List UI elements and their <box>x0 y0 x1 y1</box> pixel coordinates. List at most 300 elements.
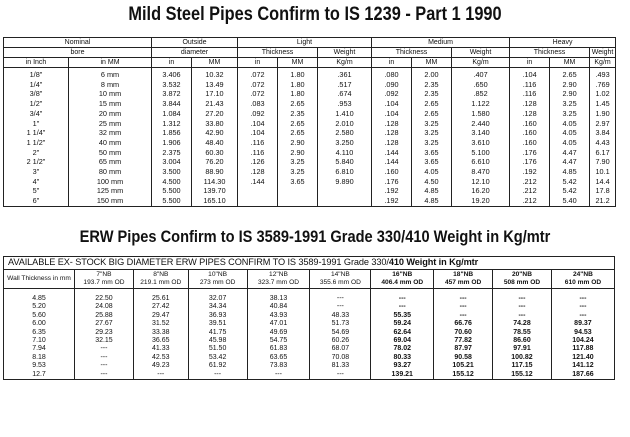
od-label: 355.6 mm OD <box>319 279 361 286</box>
erw-pipes-table <box>3 256 615 380</box>
cell-value: .212 <box>522 196 537 206</box>
cell-value: 114.30 <box>203 176 226 186</box>
cell-value: 3.25 <box>290 157 305 167</box>
cell-value: 33.80 <box>205 118 224 128</box>
cell-value: 74.28 <box>513 320 531 328</box>
cell-value: .072 <box>250 70 265 79</box>
cell-value: 51.73 <box>331 320 350 328</box>
cell-value: 3.25 <box>424 118 439 128</box>
cell-value: 4.85 <box>562 167 577 177</box>
cell-value: .104 <box>250 128 265 138</box>
cell-value: 139.21 <box>391 370 413 378</box>
cell-value: 10 mm <box>98 89 122 99</box>
cell-value: 4.85 <box>424 196 439 206</box>
table1-body-row <box>4 68 616 207</box>
cell-value: .128 <box>522 108 537 118</box>
cell-value: 1.02 <box>595 89 610 99</box>
cell-value: 2.90 <box>562 79 577 89</box>
unit-header: in <box>372 58 412 68</box>
od-label: 406.4 mm OD <box>381 279 424 286</box>
light-mm-column <box>278 68 318 207</box>
cell-value: 16.20 <box>471 186 490 196</box>
cell-value: 32.15 <box>95 337 113 345</box>
cell-value: 73.83 <box>269 362 288 370</box>
cell-value: 3.25 <box>424 128 439 138</box>
cell-value: 4.43 <box>595 137 610 147</box>
cell-value: 139.70 <box>203 186 226 196</box>
heavy-group-header: Heavy <box>510 38 616 48</box>
cell-value: --- <box>100 345 108 353</box>
unit-header: MM <box>550 58 590 68</box>
cell-value: 29.23 <box>95 328 113 336</box>
cell-value: .128 <box>384 128 399 138</box>
cell-value: 3.500 <box>162 167 181 177</box>
cell-value: 1/4" <box>29 79 43 89</box>
cell-value: .160 <box>384 167 399 177</box>
cell-value: --- <box>518 295 526 302</box>
cell-value: 12.10 <box>471 176 490 186</box>
erw-weight-column <box>493 289 552 380</box>
cell-value: 2.65 <box>290 99 305 109</box>
cell-value: .092 <box>250 108 265 118</box>
cell-value: 6.610 <box>471 157 490 167</box>
cell-value: 1/2" <box>29 99 43 109</box>
cell-value: .650 <box>473 79 488 89</box>
cell-value: 21.2 <box>595 196 610 206</box>
cell-value: 1/8" <box>29 70 43 79</box>
cell-value: --- <box>579 303 587 311</box>
cell-value: 6.810 <box>335 167 354 177</box>
cell-value: 6.35 <box>32 328 46 336</box>
cell-value: 100.82 <box>511 353 533 361</box>
cell-value: 4.500 <box>162 176 181 186</box>
cell-value: 4.05 <box>562 137 577 147</box>
cell-value: .674 <box>337 89 352 99</box>
nb-label: 18"NB <box>453 271 474 278</box>
cell-value: 9.890 <box>335 176 354 186</box>
cell-value: 42.53 <box>152 353 170 361</box>
inch-column <box>4 68 69 207</box>
cell-value: 4" <box>32 176 40 186</box>
cell-value: 3.872 <box>162 89 181 99</box>
light-kg-column <box>318 68 372 207</box>
cell-value: .160 <box>522 118 537 128</box>
erw-size-header <box>310 270 371 289</box>
cell-value: .092 <box>384 89 399 99</box>
cell-value: 104.24 <box>572 337 594 345</box>
cell-value: 43.93 <box>269 311 288 319</box>
unit-header: MM <box>192 58 238 68</box>
cell-value: 10.1 <box>595 167 610 177</box>
heavy-kg-column <box>590 68 616 207</box>
cell-value: 3.84 <box>595 128 610 138</box>
cell-value: 90.58 <box>454 353 472 361</box>
cell-value: .176 <box>522 147 537 157</box>
cell-value: 38.13 <box>269 295 288 302</box>
unit-header: in <box>510 58 550 68</box>
cell-value: 6 mm <box>100 70 120 79</box>
cell-value: 1" <box>32 118 40 128</box>
cell-value: 141.12 <box>572 362 594 370</box>
cell-value: 7.90 <box>595 157 610 167</box>
cell-value: 87.97 <box>454 345 472 353</box>
erw-size-header <box>551 270 614 289</box>
cell-value: 187.66 <box>572 370 594 378</box>
cell-value <box>238 196 277 206</box>
cell-value: 2.35 <box>290 108 305 118</box>
cell-value: 5.100 <box>471 147 490 157</box>
cell-value: .160 <box>522 128 537 138</box>
unit-header: Kg/m <box>452 58 510 68</box>
cell-value: 4.05 <box>562 128 577 138</box>
cell-value: 5" <box>32 186 40 196</box>
cell-value <box>318 186 371 196</box>
cell-value: 1.122 <box>471 99 490 109</box>
cell-value: 81.33 <box>331 362 350 370</box>
cell-value: 76.20 <box>205 157 224 167</box>
erw-size-header <box>247 270 310 289</box>
cell-value: 2.90 <box>290 147 305 157</box>
cell-value: 60.30 <box>205 147 224 157</box>
cell-value: .176 <box>384 176 399 186</box>
cell-value: 49.69 <box>269 328 288 336</box>
cell-value: 1 1/2" <box>26 137 46 147</box>
cell-value: 8 mm <box>100 79 120 89</box>
heavy-thickness-header: Thickness <box>510 48 590 58</box>
od-inch-column <box>152 68 192 207</box>
erw-banner-row <box>4 257 615 270</box>
cell-value: --- <box>100 362 108 370</box>
cell-value: 27.20 <box>205 108 224 118</box>
unit-header: Kg/m <box>590 58 616 68</box>
unit-header: in MM <box>69 58 152 68</box>
cell-value: .104 <box>384 99 399 109</box>
cell-value: .128 <box>384 118 399 128</box>
cell-value: 62.64 <box>393 328 412 336</box>
cell-value: 1.90 <box>595 108 610 118</box>
cell-value: 10.32 <box>205 70 224 79</box>
cell-value: .072 <box>250 89 265 99</box>
cell-value: 3.610 <box>471 137 490 147</box>
cell-value: 78.55 <box>513 328 531 336</box>
unit-header: MM <box>412 58 452 68</box>
mild-steel-pipes-table <box>3 37 616 207</box>
cell-value: 3.25 <box>290 167 305 177</box>
cell-value: 41.33 <box>152 345 170 353</box>
unit-header: in <box>238 58 278 68</box>
medium-group-header: Medium <box>372 38 510 48</box>
cell-value: --- <box>336 295 344 302</box>
cell-value: 4.50 <box>424 176 439 186</box>
cell-value: --- <box>459 295 467 302</box>
cell-value: 19.20 <box>471 196 490 206</box>
nb-label: 20"NB <box>511 271 532 278</box>
cell-value: 70.08 <box>331 353 350 361</box>
cell-value: .852 <box>473 89 488 99</box>
cell-value: 20 mm <box>98 108 122 118</box>
cell-value: 5.42 <box>562 186 577 196</box>
cell-value: .192 <box>384 196 399 206</box>
cell-value: --- <box>100 370 108 378</box>
cell-value: 45.98 <box>208 337 227 345</box>
cell-value: 2" <box>32 147 40 157</box>
cell-value: .769 <box>595 79 610 89</box>
nb-label: 16"NB <box>392 271 413 278</box>
table1-group-header-row <box>4 38 616 48</box>
cell-value <box>238 186 277 196</box>
medium-mm-column <box>412 68 452 207</box>
cell-value: 1.856 <box>162 128 181 138</box>
cell-value: --- <box>518 303 526 311</box>
cell-value: 63.65 <box>269 353 288 361</box>
cell-value: .192 <box>522 167 537 177</box>
cell-value: 4.110 <box>335 147 354 157</box>
cell-value: 2.00 <box>424 70 439 79</box>
cell-value: --- <box>579 311 587 319</box>
cell-value: 15 mm <box>98 99 122 109</box>
cell-value: 3.65 <box>424 157 439 167</box>
cell-value: 24.08 <box>95 303 113 311</box>
cell-value: .160 <box>522 137 537 147</box>
cell-value: 3/4" <box>29 108 43 118</box>
cell-value: 5.500 <box>162 186 181 196</box>
cell-value: 77.82 <box>454 337 472 345</box>
cell-value: 97.91 <box>513 345 531 353</box>
cell-value: --- <box>336 370 344 378</box>
cell-value: 2.65 <box>562 70 577 79</box>
erw-weight-column <box>551 289 614 380</box>
cell-value <box>318 196 371 206</box>
cell-value: .128 <box>384 137 399 147</box>
cell-value: 61.83 <box>269 345 288 353</box>
cell-value: .116 <box>250 137 265 147</box>
erw-weight-column <box>371 289 434 380</box>
cell-value: 2.65 <box>290 128 305 138</box>
cell-value: .361 <box>337 70 352 79</box>
nb-label: 24"NB <box>572 271 593 278</box>
cell-value: 27.42 <box>152 303 170 311</box>
cell-value: .126 <box>250 157 265 167</box>
erw-size-header <box>75 270 134 289</box>
cell-value: 17.10 <box>205 89 224 99</box>
cell-value: 105.21 <box>452 362 474 370</box>
cell-value: 93.27 <box>393 362 412 370</box>
cell-value: .493 <box>595 70 610 79</box>
cell-value: 5.60 <box>32 311 46 319</box>
wall-thickness-header: Wall Thickness in mm <box>4 270 75 289</box>
erw-weight-column <box>188 289 247 380</box>
cell-value: 100 mm <box>96 176 124 186</box>
cell-value: .116 <box>522 79 537 89</box>
cell-value: 150 mm <box>96 196 124 206</box>
cell-value: 1.410 <box>335 108 354 118</box>
cell-value: 5.840 <box>335 157 354 167</box>
cell-value: 17.8 <box>595 186 610 196</box>
outside-group-header: Outside <box>152 38 238 48</box>
cell-value: 2.375 <box>162 147 181 157</box>
cell-value: 1.80 <box>290 89 305 99</box>
heavy-mm-column <box>550 68 590 207</box>
cell-value: 89.37 <box>574 320 592 328</box>
cell-value: 36.65 <box>152 337 170 345</box>
cell-value: 42.90 <box>205 128 224 138</box>
nb-label: 12"NB <box>269 271 288 278</box>
nb-label: 10"NB <box>208 271 228 278</box>
cell-value: 3.25 <box>562 108 577 118</box>
cell-value: 5.42 <box>562 176 577 186</box>
cell-value: --- <box>518 311 526 319</box>
cell-value: --- <box>100 353 108 361</box>
cell-value: --- <box>214 370 222 378</box>
cell-value: 86.60 <box>513 337 531 345</box>
mm-column <box>69 68 152 207</box>
cell-value: 117.88 <box>572 345 594 353</box>
cell-value: 1.580 <box>471 108 490 118</box>
cell-value: .104 <box>250 118 265 128</box>
cell-value: 70.60 <box>454 328 472 336</box>
erw-weight-column <box>247 289 310 380</box>
od-mm-column <box>192 68 238 207</box>
cell-value: 2.65 <box>290 118 305 128</box>
cell-value: 34.34 <box>208 303 227 311</box>
od-label: 219.1 mm OD <box>140 279 182 286</box>
cell-value: 2.580 <box>335 128 354 138</box>
cell-value: .080 <box>384 70 399 79</box>
cell-value: 68.07 <box>331 345 350 353</box>
od-label: 323.7 mm OD <box>257 279 299 286</box>
cell-value: 165.10 <box>203 196 226 206</box>
cell-value: 48.40 <box>205 137 224 147</box>
cell-value: 78.02 <box>393 345 412 353</box>
cell-value: .090 <box>384 79 399 89</box>
cell-value <box>278 186 317 196</box>
cell-value: .104 <box>384 108 399 118</box>
erw-weight-column <box>310 289 371 380</box>
cell-value: 9.53 <box>32 362 46 370</box>
cell-value: --- <box>579 295 587 302</box>
cell-value: 2.65 <box>424 108 439 118</box>
cell-value <box>278 196 317 206</box>
medium-in-column <box>372 68 412 207</box>
cell-value: 50 mm <box>98 147 122 157</box>
cell-value: 4.85 <box>32 295 46 302</box>
cell-value: .144 <box>384 157 399 167</box>
erw-banner <box>4 257 615 270</box>
cell-value: 1.80 <box>290 79 305 89</box>
table2-title: ERW Pipes Confirm to IS 3589-1991 Grade 330/410 Weight in Kg/mtr <box>79 227 551 246</box>
unit-header: MM <box>278 58 318 68</box>
cell-value: 125 mm <box>96 186 124 196</box>
cell-value: 22.50 <box>95 295 113 302</box>
cell-value: --- <box>336 303 344 311</box>
wall-thickness-column <box>4 289 75 380</box>
unit-header: in <box>152 58 192 68</box>
banner-prefix: AVAILABLE EX- STOCK BIG DIAMETER ERW PIPES CONFIRM TO IS 3589-1991 Grade 330/ <box>8 257 389 268</box>
cell-value: 36.93 <box>208 311 227 319</box>
diameter-sub-header: diameter <box>152 48 238 58</box>
cell-value: 69.04 <box>393 337 412 345</box>
cell-value: 3/8" <box>29 89 43 99</box>
cell-value: 49.23 <box>152 362 170 370</box>
cell-value: .176 <box>522 157 537 167</box>
light-in-column <box>238 68 278 207</box>
cell-value: 5.500 <box>162 196 181 206</box>
cell-value: --- <box>157 370 165 378</box>
cell-value: 40.84 <box>269 303 288 311</box>
erw-size-header <box>371 270 434 289</box>
cell-value: .116 <box>522 89 537 99</box>
cell-value: 117.15 <box>511 362 533 370</box>
cell-value: 12.7 <box>32 370 46 378</box>
cell-value: 33.38 <box>152 328 170 336</box>
cell-value: --- <box>459 311 467 319</box>
cell-value: 1.45 <box>595 99 610 109</box>
cell-value: 53.42 <box>208 353 227 361</box>
light-weight-header: Weight <box>318 48 372 58</box>
cell-value: 1.084 <box>162 108 181 118</box>
cell-value: 51.50 <box>208 345 227 353</box>
cell-value: 39.51 <box>208 320 227 328</box>
cell-value: 2.35 <box>424 79 439 89</box>
cell-value: 3.250 <box>335 137 354 147</box>
cell-value: 6" <box>32 196 40 206</box>
table1-unit-header-row <box>4 58 616 68</box>
cell-value: 2.010 <box>335 118 354 128</box>
cell-value: 80 mm <box>98 167 122 177</box>
light-group-header: Light <box>238 38 372 48</box>
cell-value: 3.25 <box>562 99 577 109</box>
cell-value: 2.90 <box>562 89 577 99</box>
cell-value: 88.90 <box>205 167 224 177</box>
erw-weight-column <box>133 289 188 380</box>
cell-value: 7.10 <box>32 337 46 345</box>
cell-value: 8.470 <box>471 167 490 177</box>
od-label: 610 mm OD <box>564 279 602 286</box>
cell-value: 25.61 <box>152 295 170 302</box>
cell-value: 66.76 <box>454 320 472 328</box>
cell-value: .517 <box>337 79 352 89</box>
cell-value: 1.906 <box>162 137 181 147</box>
table1-title: Mild Steel Pipes Confirm to IS 1239 - Part 1 1990 <box>128 4 502 25</box>
cell-value: .212 <box>522 186 537 196</box>
cell-value: 3.65 <box>424 147 439 157</box>
cell-value: 4.85 <box>424 186 439 196</box>
cell-value: .144 <box>250 176 265 186</box>
cell-value: 3.140 <box>471 128 490 138</box>
cell-value: 3" <box>32 167 40 177</box>
erw-weight-column <box>75 289 134 380</box>
cell-value: 27.67 <box>95 320 113 328</box>
cell-value: 40 mm <box>98 137 122 147</box>
od-label: 457 mm OD <box>444 279 482 286</box>
cell-value: 3.406 <box>162 70 181 79</box>
cell-value: --- <box>398 303 406 311</box>
cell-value: 1 1/4" <box>26 128 46 138</box>
cell-value: .104 <box>522 70 537 79</box>
cell-value: 41.75 <box>208 328 227 336</box>
cell-value: 54.75 <box>269 337 288 345</box>
cell-value: 4.05 <box>562 118 577 128</box>
cell-value: .116 <box>250 147 265 157</box>
bore-sub-header: bore <box>4 48 152 58</box>
cell-value: .212 <box>522 176 537 186</box>
light-thickness-header: Thickness <box>238 48 318 58</box>
cell-value: 31.52 <box>152 320 170 328</box>
nb-label: 14"NB <box>330 271 350 278</box>
cell-value: 32 mm <box>98 128 122 138</box>
cell-value: 6.00 <box>32 320 46 328</box>
cell-value: 4.05 <box>424 167 439 177</box>
